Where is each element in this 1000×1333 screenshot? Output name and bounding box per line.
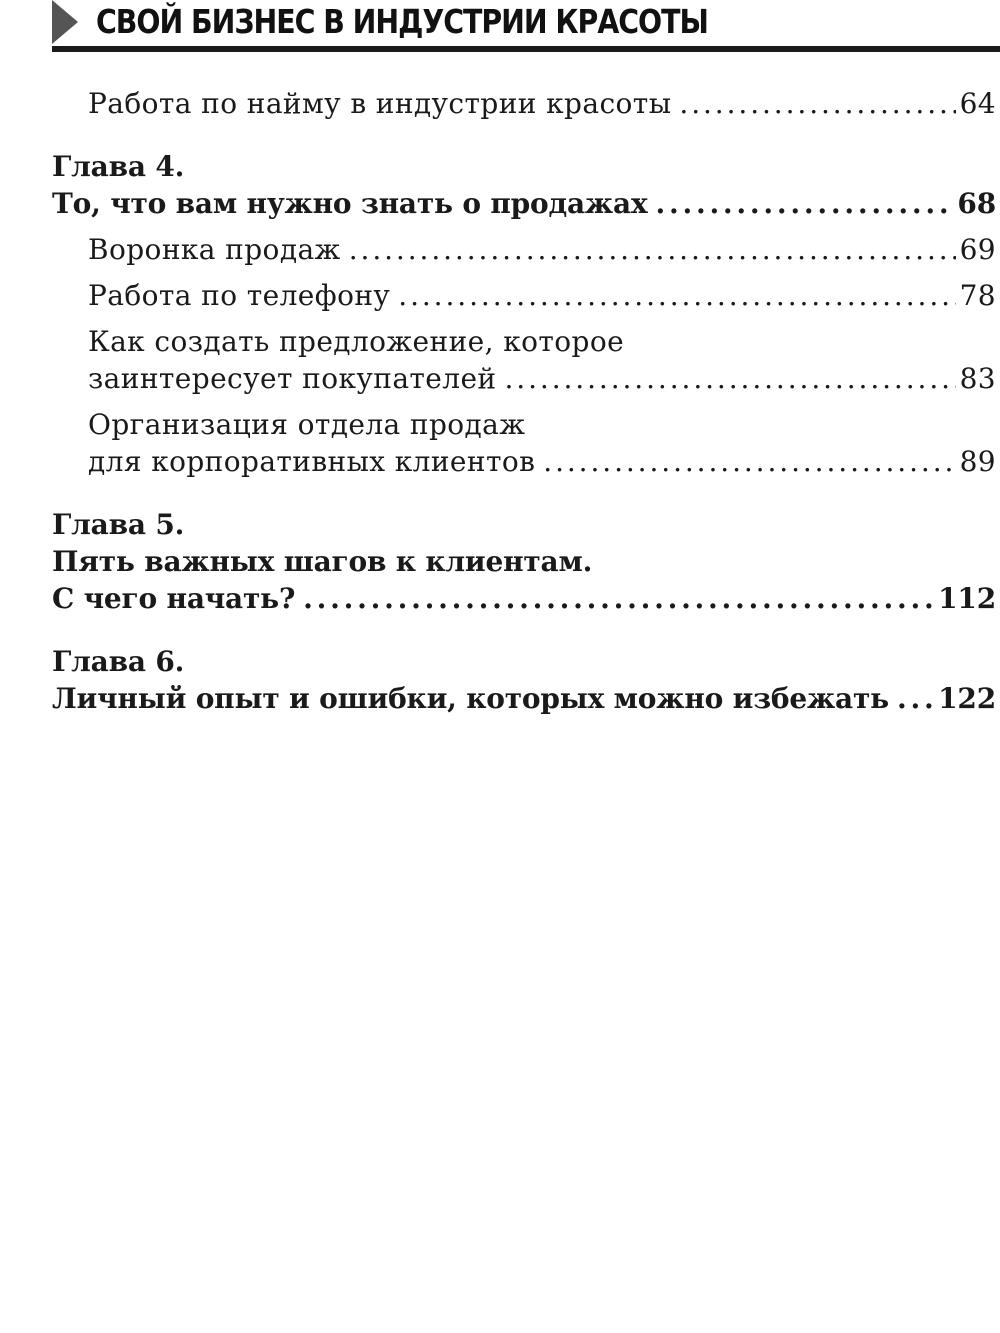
dot-leader bbox=[543, 443, 955, 480]
running-header bbox=[52, 0, 1000, 54]
chapter-number: Глава 6. bbox=[52, 645, 185, 678]
chapter-title-line[interactable] bbox=[52, 543, 996, 580]
toc-section bbox=[52, 323, 996, 397]
chapter-number: Глава 5. bbox=[52, 508, 185, 541]
toc-entry-page: 64 bbox=[959, 87, 996, 120]
toc-chapter-4 bbox=[52, 148, 996, 222]
toc-entry-page: 83 bbox=[959, 362, 996, 395]
toc-entry[interactable] bbox=[52, 580, 996, 617]
toc-entry[interactable] bbox=[88, 443, 996, 480]
toc-entry-page: 69 bbox=[959, 233, 996, 266]
toc-chapter-5 bbox=[52, 506, 996, 617]
toc-entry-page: 89 bbox=[959, 445, 996, 478]
toc-entry-page: 122 bbox=[938, 682, 996, 715]
chapter-label bbox=[52, 643, 996, 680]
toc-entry-title-line[interactable] bbox=[88, 323, 996, 360]
toc-entry-page: 78 bbox=[959, 279, 996, 312]
toc-section bbox=[52, 231, 996, 268]
dot-leader bbox=[505, 360, 956, 397]
toc-entry[interactable] bbox=[88, 360, 996, 397]
chapter-title: С чего начать? bbox=[52, 582, 296, 615]
toc-section bbox=[52, 85, 996, 122]
toc-entry-page: 68 bbox=[957, 187, 996, 220]
chapter-number: Глава 4. bbox=[52, 150, 185, 183]
chapter-label bbox=[52, 506, 996, 543]
toc-entry[interactable] bbox=[52, 680, 996, 717]
dot-leader bbox=[398, 277, 955, 314]
chapter-label bbox=[52, 148, 996, 185]
chapter-title: Личный опыт и ошибки, которых можно избежать bbox=[52, 682, 889, 715]
triangle-marker-icon bbox=[52, 0, 78, 44]
dot-leader bbox=[303, 580, 934, 617]
toc-entry-title: Как создать предложение, которое bbox=[88, 325, 625, 358]
toc-entry-title: Воронка продаж bbox=[88, 233, 341, 266]
dot-leader bbox=[349, 231, 956, 268]
table-of-contents bbox=[52, 85, 996, 717]
dot-leader bbox=[679, 85, 955, 122]
toc-chapter-6 bbox=[52, 643, 996, 717]
toc-entry-title: Организация отдела продаж bbox=[88, 408, 526, 441]
book-title: СВОЙ БИЗНЕС В ИНДУСТРИИ КРАСОТЫ bbox=[96, 2, 708, 41]
chapter-title: Пять важных шагов к клиентам. bbox=[52, 545, 593, 578]
toc-entry-page: 112 bbox=[938, 582, 996, 615]
chapter-title: То, что вам нужно знать о продажах bbox=[52, 187, 648, 220]
toc-entry-title: заинтересует покупателей bbox=[88, 362, 497, 395]
toc-entry-title: Работа по найму в индустрии красоты bbox=[88, 87, 672, 120]
toc-section bbox=[52, 406, 996, 480]
dot-leader bbox=[655, 185, 953, 222]
toc-entry[interactable] bbox=[88, 231, 996, 268]
toc-entry-title: Работа по телефону bbox=[88, 279, 391, 312]
header-rule bbox=[52, 46, 1000, 52]
toc-section bbox=[52, 277, 996, 314]
toc-entry[interactable] bbox=[88, 85, 996, 122]
toc-entry[interactable] bbox=[52, 185, 996, 222]
dot-leader bbox=[897, 680, 934, 717]
toc-entry-title: для корпоративных клиентов bbox=[88, 445, 536, 478]
toc-entry[interactable] bbox=[88, 277, 996, 314]
toc-entry-title-line[interactable] bbox=[88, 406, 996, 443]
